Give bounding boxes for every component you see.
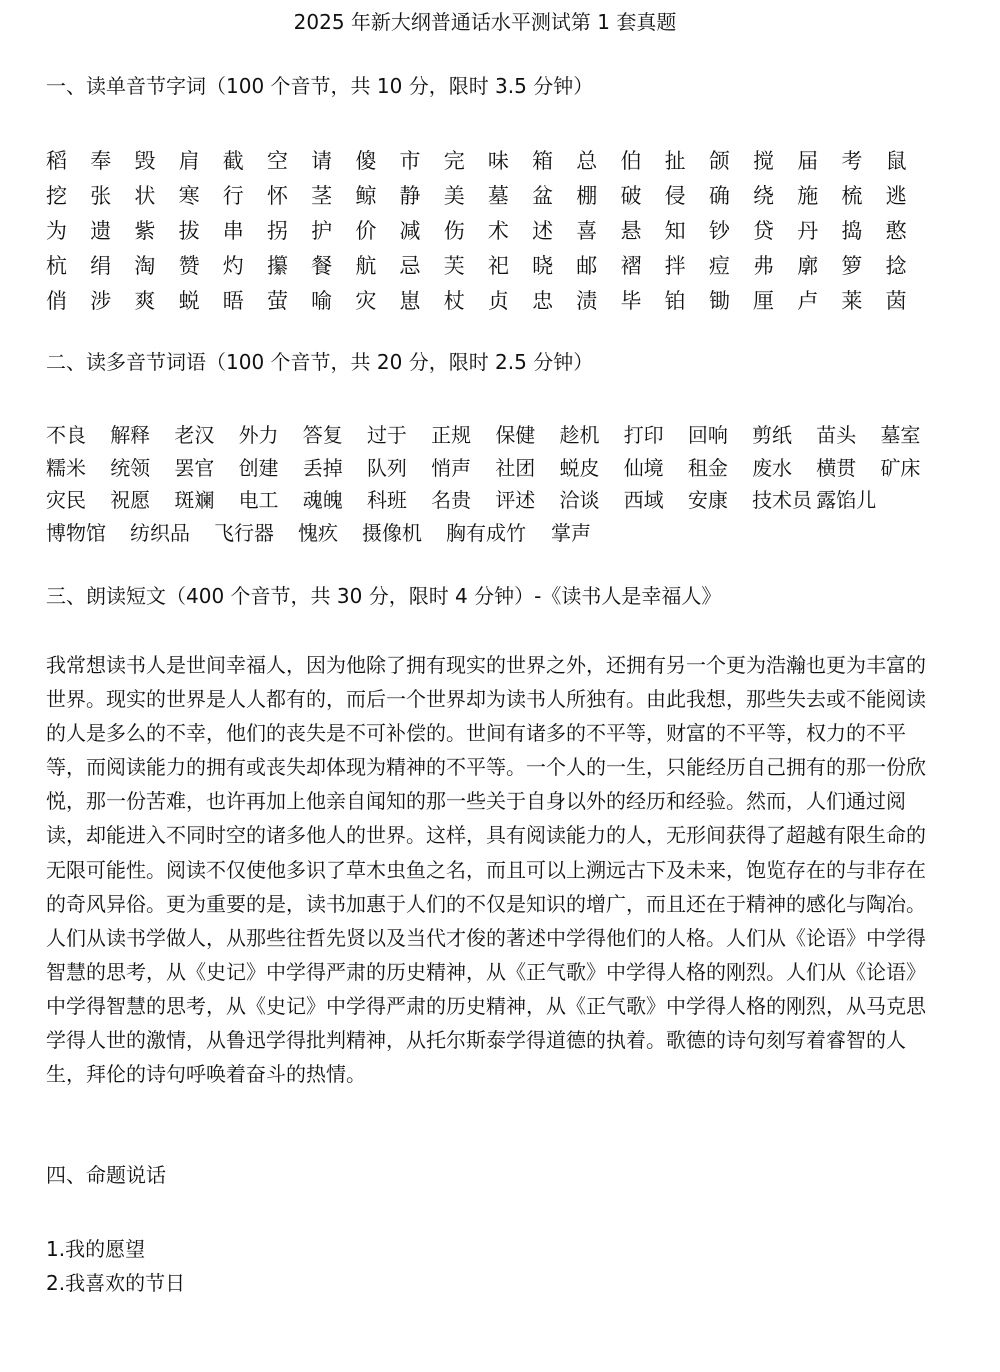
syllable-char: 破: [620, 183, 642, 208]
syllable-char: 考: [841, 148, 863, 173]
syllable-char: 完: [443, 148, 465, 173]
word-item: 社团: [495, 455, 536, 480]
syllable-char: 串: [222, 218, 244, 243]
syllable-char: 扯: [664, 148, 686, 173]
syllable-char: 箱: [532, 148, 554, 173]
syllable-char: 弗: [753, 253, 774, 278]
word-row: [46, 517, 945, 550]
word-row: [46, 419, 945, 452]
syllable-char: 茎: [311, 183, 333, 208]
syllable-char: 遗: [90, 218, 112, 243]
word-item: 苗头: [816, 423, 857, 448]
section-heading-1: 一、读单音节字词（100 个音节，共 10 分，限时 3.5 分钟）: [46, 74, 594, 98]
section-heading-3: 三、朗读短文（400 个音节，共 30 分，限时 4 分钟）-《读书人是幸福人》: [46, 584, 722, 608]
word-item: 名贵: [431, 488, 472, 513]
syllable-char: 邮: [576, 253, 598, 278]
syllable-char: 张: [90, 183, 112, 208]
syllable-char: 挖: [46, 183, 67, 208]
syllable-char: 捣: [841, 218, 863, 243]
word-item: 纺织品: [130, 520, 190, 545]
syllable-char: 涉: [90, 288, 112, 313]
syllable-char: 市: [399, 148, 421, 173]
word-row: [46, 484, 945, 517]
syllable-char: 忠: [532, 288, 554, 313]
syllable-char: 晓: [532, 253, 554, 278]
word-item: 保健: [495, 423, 536, 448]
syllable-char: 棚: [576, 183, 598, 208]
single-syllable-grid: [46, 143, 930, 318]
syllable-char: 述: [532, 218, 554, 243]
word-item: 斑斓: [174, 488, 215, 513]
syllable-char: 价: [355, 218, 377, 243]
char-row: [46, 248, 930, 283]
syllable-char: 喜: [576, 218, 598, 243]
syllable-char: 忌: [399, 253, 421, 278]
word-item: 老汉: [174, 423, 215, 448]
syllable-char: 杖: [443, 288, 465, 313]
syllable-char: 搅: [753, 148, 774, 173]
syllable-char: 厘: [753, 288, 774, 313]
syllable-char: 爽: [134, 288, 156, 313]
syllable-char: 捻: [885, 253, 907, 278]
word-item: 掌声: [551, 520, 591, 545]
syllable-char: 攥: [266, 253, 288, 278]
word-item: 罢官: [174, 455, 215, 480]
syllable-char: 航: [355, 253, 377, 278]
word-item: 露馅儿: [816, 488, 877, 513]
syllable-char: 空: [266, 148, 288, 173]
word-item: 统领: [110, 455, 151, 480]
syllable-char: 毁: [134, 148, 156, 173]
topic-list: [46, 1232, 185, 1300]
char-row: [46, 283, 930, 318]
section-heading-2: 二、读多音节词语（100 个音节，共 20 分，限时 2.5 分钟）: [46, 350, 594, 374]
syllable-char: 淘: [134, 253, 156, 278]
word-item: 不良: [46, 423, 86, 448]
syllable-char: 晤: [222, 288, 244, 313]
word-item: 科班: [366, 488, 407, 513]
word-item: 趁机: [559, 423, 600, 448]
reading-passage: 我常想读书人是世间幸福人，因为他除了拥有现实的世界之外，还拥有另一个更为浩瀚也更为丰富的世界。现实的世界是人人都有的，而后一个世界却为读书人所独有。由此我想，那些失去或不能阅读的人是多么的不幸，他们的丧失是不可补偿的。世间有诸多的不平等，财富的不平等，权力的不平等，而阅读能力的拥有或丧失却体现为精神的不平等。一个人的一生，只能经历自己拥有的那一份欣悦，那一份苦难，也许再加上他亲自闻知的那一些关于自身以外的经历和经验。然而，人们通过阅读，却能进入不同时空的诸多他人的世界。这样，具有阅读能力的人，无形间获得了超越有限生命的无限可能性。阅读不仅使他多识了草木虫鱼之名，而且可以上溯远古下及未来，饱览存在的与非存在的奇风异俗。更为重要的是，读书加惠于人们的不仅是知识的增广，而且还在于精神的感化与陶冶。人们从读书学做人，从那些往哲先贤以及当代才俊的著述中学得他们的人格。人们从《论语》中学得智慧的思考，从《史记》中学得严肃的历史精神，从《正气歌》中学得人格的刚烈。人们从《论语》中学得智慧的思考，从《史记》中学得严肃的历史精神，从《正气歌》中学得人格的刚烈，从马克思学得人世的激情，从鲁迅学得批判精神，从托尔斯泰学得道德的执着。歌德的诗句刻写着睿智的人生，拜伦的诗句呼唤着奋斗的热情。: [46, 653, 926, 1087]
page-title: 2025 年新大纲普通话水平测试第 1 套真题: [293, 10, 677, 34]
syllable-char: 灼: [222, 253, 244, 278]
syllable-char: 毕: [620, 288, 642, 313]
syllable-char: 味: [487, 148, 509, 173]
word-item: 祝愿: [110, 488, 151, 513]
word-item: 灾民: [46, 488, 86, 513]
syllable-char: 崽: [399, 288, 421, 313]
word-item: 评述: [495, 488, 536, 513]
word-item: 胸有成竹: [446, 520, 526, 545]
word-row: [46, 452, 945, 485]
syllable-char: 施: [797, 183, 819, 208]
syllable-char: 颌: [708, 148, 730, 173]
syllable-char: 杭: [46, 253, 67, 278]
syllable-char: 伤: [443, 218, 465, 243]
syllable-char: 灾: [355, 288, 377, 313]
word-item: 悄声: [431, 455, 472, 480]
syllable-char: 悬: [620, 218, 642, 243]
syllable-char: 墓: [487, 183, 509, 208]
syllable-char: 伯: [620, 148, 642, 173]
multi-syllable-grid: [46, 419, 945, 549]
syllable-char: 贷: [753, 218, 774, 243]
syllable-char: 侵: [664, 183, 686, 208]
word-item: 蜕皮: [559, 455, 600, 480]
word-item: 回响: [687, 423, 728, 448]
word-item: 打印: [623, 423, 664, 448]
syllable-char: 莱: [841, 288, 863, 313]
syllable-char: 寒: [178, 183, 200, 208]
word-item: 仙境: [623, 455, 664, 480]
syllable-char: 怀: [266, 183, 288, 208]
syllable-char: 茵: [885, 288, 907, 313]
syllable-char: 届: [797, 148, 819, 173]
word-item: 墓室: [880, 423, 921, 448]
syllable-char: 确: [708, 183, 730, 208]
word-item: 洽谈: [559, 488, 600, 513]
topic-item: 2.我喜欢的节日: [46, 1271, 186, 1295]
syllable-char: 芙: [443, 253, 465, 278]
syllable-char: 鼠: [885, 148, 907, 173]
syllable-char: 廓: [797, 253, 819, 278]
word-item: 正规: [431, 423, 472, 448]
syllable-char: 梳: [841, 183, 863, 208]
syllable-char: 傻: [355, 148, 377, 173]
syllable-char: 总: [576, 148, 598, 173]
syllable-char: 术: [487, 218, 509, 243]
syllable-char: 卢: [797, 288, 819, 313]
topic-item: 1.我的愿望: [46, 1237, 146, 1261]
syllable-char: 萤: [266, 288, 288, 313]
syllable-char: 逃: [885, 183, 907, 208]
syllable-char: 褶: [620, 253, 642, 278]
word-item: 丢掉: [302, 455, 343, 480]
syllable-char: 绢: [90, 253, 112, 278]
word-item: 创建: [238, 455, 279, 480]
syllable-char: 截: [222, 148, 244, 173]
syllable-char: 拐: [266, 218, 288, 243]
syllable-char: 稻: [46, 148, 67, 173]
syllable-char: 箩: [841, 253, 863, 278]
word-item: 愧疚: [298, 520, 338, 545]
word-item: 废水: [752, 455, 793, 480]
char-row: [46, 178, 930, 213]
word-item: 魂魄: [302, 488, 343, 513]
syllable-char: 拌: [664, 253, 686, 278]
syllable-char: 锄: [708, 288, 730, 313]
word-item: 解释: [110, 423, 151, 448]
syllable-char: 渍: [576, 288, 598, 313]
syllable-char: 静: [399, 183, 421, 208]
word-item: 剪纸: [752, 423, 793, 448]
syllable-char: 喻: [311, 288, 333, 313]
word-item: 横贯: [816, 455, 857, 480]
syllable-char: 铂: [664, 288, 686, 313]
word-item: 电工: [238, 488, 279, 513]
syllable-char: 知: [664, 218, 686, 243]
syllable-char: 钞: [708, 218, 730, 243]
word-item: 租金: [687, 455, 728, 480]
syllable-char: 护: [311, 218, 333, 243]
syllable-char: 美: [443, 183, 465, 208]
word-item: 外力: [238, 423, 279, 448]
syllable-char: 为: [46, 218, 67, 243]
syllable-char: 祀: [487, 253, 509, 278]
word-item: 队列: [366, 455, 407, 480]
syllable-char: 请: [311, 148, 333, 173]
char-row: [46, 213, 930, 248]
syllable-char: 肩: [178, 148, 200, 173]
syllable-char: 行: [222, 183, 244, 208]
syllable-char: 绕: [753, 183, 774, 208]
section-heading-4: 四、命题说话: [46, 1163, 166, 1187]
word-item: 糯米: [46, 455, 86, 480]
syllable-char: 奉: [90, 148, 112, 173]
word-item: 博物馆: [46, 520, 106, 545]
syllable-char: 痘: [708, 253, 730, 278]
char-row: [46, 143, 930, 178]
syllable-char: 紫: [134, 218, 156, 243]
word-item: 技术员: [752, 488, 813, 513]
word-item: 答复: [302, 423, 343, 448]
syllable-char: 拔: [178, 218, 200, 243]
syllable-char: 憨: [885, 218, 907, 243]
word-item: 西域: [623, 488, 664, 513]
word-item: 安康: [687, 488, 728, 513]
syllable-char: 鲸: [355, 183, 377, 208]
word-item: 矿床: [880, 455, 921, 480]
syllable-char: 丹: [797, 218, 819, 243]
syllable-char: 俏: [46, 288, 67, 313]
syllable-char: 餐: [311, 253, 333, 278]
word-item: 过于: [366, 423, 407, 448]
syllable-char: 贞: [487, 288, 509, 313]
syllable-char: 蜕: [178, 288, 200, 313]
syllable-char: 状: [134, 183, 156, 208]
syllable-char: 减: [399, 218, 421, 243]
word-item: 摄像机: [362, 520, 422, 545]
word-item: 飞行器: [214, 520, 274, 545]
syllable-char: 赞: [178, 253, 200, 278]
syllable-char: 盆: [532, 183, 554, 208]
